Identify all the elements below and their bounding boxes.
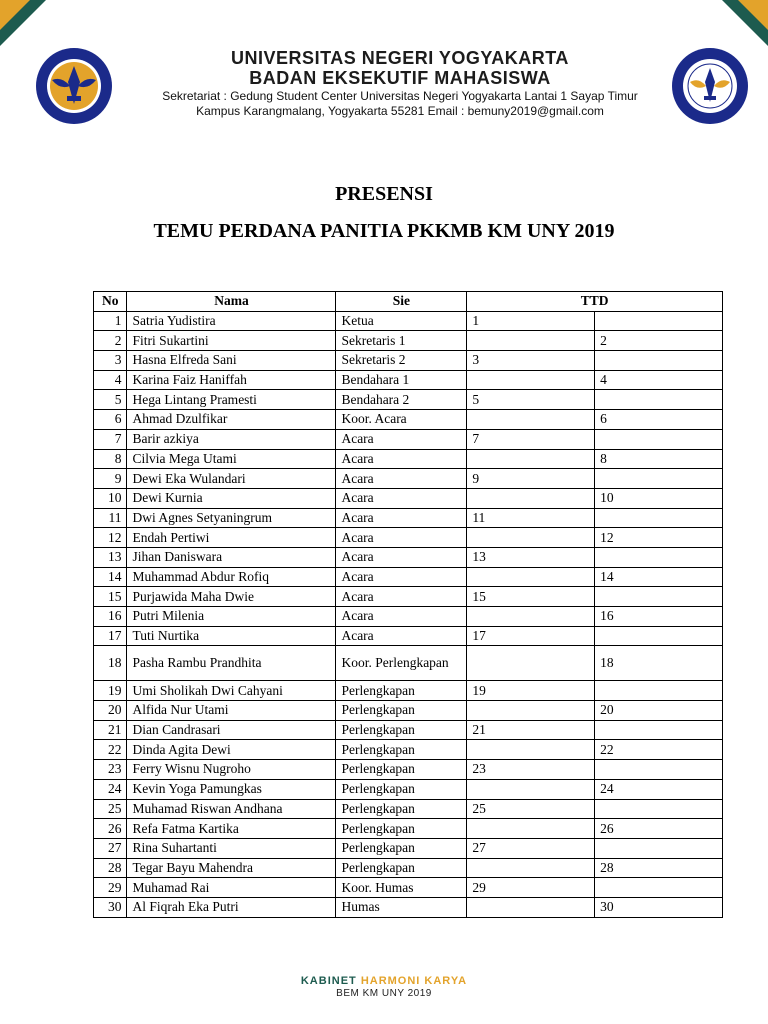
row-name: Muhamad Rai <box>127 878 336 898</box>
row-name: Endah Pertiwi <box>127 528 336 548</box>
row-section: Perlengkapan <box>336 779 467 799</box>
row-signature-cell: 13 <box>467 547 595 567</box>
row-signature-empty <box>467 646 595 681</box>
row-signature-empty <box>467 449 595 469</box>
row-signature-empty <box>595 429 723 449</box>
row-signature-cell: 26 <box>595 819 723 839</box>
row-signature-empty <box>595 681 723 701</box>
row-number: 11 <box>94 508 127 528</box>
row-signature-cell: 23 <box>467 760 595 780</box>
table-row <box>94 331 723 351</box>
row-signature-cell: 6 <box>595 410 723 430</box>
row-name: Purjawida Maha Dwie <box>127 587 336 607</box>
row-signature-cell: 20 <box>595 701 723 721</box>
footer-kabinet-word: KABINET <box>300 975 357 987</box>
row-number: 17 <box>94 626 127 646</box>
row-name: Jihan Daniswara <box>127 547 336 567</box>
row-signature-empty <box>595 469 723 489</box>
row-signature-empty <box>467 858 595 878</box>
row-signature-empty <box>595 311 723 331</box>
row-signature-cell: 1 <box>467 311 595 331</box>
header-nama: Nama <box>127 292 336 312</box>
table-row <box>94 351 723 371</box>
table-row <box>94 488 723 508</box>
row-signature-empty <box>467 897 595 917</box>
table-header-row <box>94 292 723 312</box>
table-row <box>94 626 723 646</box>
row-signature-empty <box>595 760 723 780</box>
corner-accent-right <box>738 0 768 30</box>
row-section: Sekretaris 1 <box>336 331 467 351</box>
row-name: Fitri Sukartini <box>127 331 336 351</box>
row-number: 22 <box>94 740 127 760</box>
row-number: 9 <box>94 469 127 489</box>
row-name: Refa Fatma Kartika <box>127 819 336 839</box>
row-section: Bendahara 1 <box>336 370 467 390</box>
uny-logo <box>34 46 114 126</box>
row-signature-empty <box>595 838 723 858</box>
table-row <box>94 508 723 528</box>
row-number: 5 <box>94 390 127 410</box>
table-row <box>94 547 723 567</box>
row-section: Perlengkapan <box>336 740 467 760</box>
row-number: 16 <box>94 607 127 627</box>
row-signature-cell: 11 <box>467 508 595 528</box>
row-name: Ahmad Dzulfikar <box>127 410 336 430</box>
header-ttd: TTD <box>467 292 723 312</box>
row-section: Ketua <box>336 311 467 331</box>
row-number: 19 <box>94 681 127 701</box>
row-number: 4 <box>94 370 127 390</box>
organization-name: BADAN EKSEKUTIF MAHASISWA <box>249 68 551 88</box>
row-number: 8 <box>94 449 127 469</box>
table-row <box>94 858 723 878</box>
row-signature-cell: 14 <box>595 567 723 587</box>
row-name: Al Fiqrah Eka Putri <box>127 897 336 917</box>
row-signature-cell: 21 <box>467 720 595 740</box>
address-line-1: Sekretariat : Gedung Student Center Universitas Negeri Yogyakarta Lantai 1 Sayap Timur <box>162 89 638 103</box>
row-signature-cell: 30 <box>595 897 723 917</box>
row-number: 1 <box>94 311 127 331</box>
row-signature-empty <box>595 508 723 528</box>
bem-logo <box>670 46 750 126</box>
row-number: 30 <box>94 897 127 917</box>
row-name: Dwi Agnes Setyaningrum <box>127 508 336 528</box>
row-section: Humas <box>336 897 467 917</box>
row-signature-cell: 28 <box>595 858 723 878</box>
table-row <box>94 838 723 858</box>
table-row <box>94 897 723 917</box>
row-number: 27 <box>94 838 127 858</box>
row-section: Perlengkapan <box>336 799 467 819</box>
row-signature-cell: 19 <box>467 681 595 701</box>
row-number: 20 <box>94 701 127 721</box>
row-number: 13 <box>94 547 127 567</box>
university-name: UNIVERSITAS NEGERI YOGYAKARTA <box>231 48 569 68</box>
table-row <box>94 760 723 780</box>
address-line-2: Kampus Karangmalang, Yogyakarta 55281 Email : bemuny2019@gmail.com <box>196 104 604 118</box>
row-signature-empty <box>595 626 723 646</box>
table-row <box>94 469 723 489</box>
row-number: 28 <box>94 858 127 878</box>
table-row <box>94 819 723 839</box>
row-name: Cilvia Mega Utami <box>127 449 336 469</box>
table-row <box>94 311 723 331</box>
row-section: Koor. Humas <box>336 878 467 898</box>
row-number: 21 <box>94 720 127 740</box>
row-signature-cell: 4 <box>595 370 723 390</box>
table-row <box>94 779 723 799</box>
row-name: Hasna Elfreda Sani <box>127 351 336 371</box>
row-signature-empty <box>467 740 595 760</box>
row-number: 18 <box>94 646 127 681</box>
row-signature-empty <box>595 878 723 898</box>
table-row <box>94 646 723 681</box>
row-name: Alfida Nur Utami <box>127 701 336 721</box>
document-subtitle: TEMU PERDANA PANITIA PKKMB KM UNY 2019 <box>153 220 615 242</box>
row-section: Perlengkapan <box>336 720 467 740</box>
row-name: Umi Sholikah Dwi Cahyani <box>127 681 336 701</box>
footer-org: BEM KM UNY 2019 <box>336 988 432 999</box>
row-name: Dinda Agita Dewi <box>127 740 336 760</box>
row-name: Hega Lintang Pramesti <box>127 390 336 410</box>
table-row <box>94 681 723 701</box>
table-row <box>94 740 723 760</box>
row-signature-cell: 18 <box>595 646 723 681</box>
corner-accent-left <box>0 0 30 30</box>
table-row <box>94 390 723 410</box>
table-row <box>94 429 723 449</box>
row-signature-cell: 3 <box>467 351 595 371</box>
row-name: Putri Milenia <box>127 607 336 627</box>
row-number: 15 <box>94 587 127 607</box>
row-name: Muhamad Riswan Andhana <box>127 799 336 819</box>
row-name: Dewi Kurnia <box>127 488 336 508</box>
row-number: 14 <box>94 567 127 587</box>
table-row <box>94 701 723 721</box>
row-section: Acara <box>336 626 467 646</box>
row-signature-cell: 22 <box>595 740 723 760</box>
row-name: Pasha Rambu Prandhita <box>127 646 336 681</box>
row-number: 12 <box>94 528 127 548</box>
row-signature-empty <box>595 799 723 819</box>
row-signature-cell: 9 <box>467 469 595 489</box>
row-section: Sekretaris 2 <box>336 351 467 371</box>
table-row <box>94 878 723 898</box>
row-signature-empty <box>467 528 595 548</box>
row-signature-cell: 2 <box>595 331 723 351</box>
row-name: Ferry Wisnu Nugroho <box>127 760 336 780</box>
row-signature-empty <box>595 351 723 371</box>
row-section: Acara <box>336 508 467 528</box>
row-signature-cell: 17 <box>467 626 595 646</box>
table-row <box>94 587 723 607</box>
row-name: Kevin Yoga Pamungkas <box>127 779 336 799</box>
footer <box>0 975 768 999</box>
row-signature-cell: 15 <box>467 587 595 607</box>
row-signature-cell: 16 <box>595 607 723 627</box>
row-name: Karina Faiz Haniffah <box>127 370 336 390</box>
table-row <box>94 720 723 740</box>
row-section: Acara <box>336 528 467 548</box>
row-signature-cell: 25 <box>467 799 595 819</box>
row-section: Acara <box>336 449 467 469</box>
row-section: Perlengkapan <box>336 838 467 858</box>
row-section: Perlengkapan <box>336 681 467 701</box>
header-no: No <box>94 292 127 312</box>
row-number: 10 <box>94 488 127 508</box>
row-signature-cell: 10 <box>595 488 723 508</box>
table-row <box>94 799 723 819</box>
table-row <box>94 528 723 548</box>
row-signature-empty <box>595 390 723 410</box>
row-signature-empty <box>595 587 723 607</box>
letterhead <box>0 40 768 130</box>
row-name: Tegar Bayu Mahendra <box>127 858 336 878</box>
row-number: 3 <box>94 351 127 371</box>
row-number: 7 <box>94 429 127 449</box>
row-signature-empty <box>467 410 595 430</box>
row-name: Satria Yudistira <box>127 311 336 331</box>
table-row <box>94 410 723 430</box>
row-section: Koor. Acara <box>336 410 467 430</box>
row-section: Bendahara 2 <box>336 390 467 410</box>
row-signature-cell: 8 <box>595 449 723 469</box>
table-row <box>94 607 723 627</box>
row-signature-empty <box>467 488 595 508</box>
row-number: 6 <box>94 410 127 430</box>
row-signature-cell: 12 <box>595 528 723 548</box>
row-section: Koor. Perlengkapan <box>336 646 467 681</box>
row-signature-cell: 24 <box>595 779 723 799</box>
row-section: Perlengkapan <box>336 760 467 780</box>
row-section: Acara <box>336 607 467 627</box>
row-name: Tuti Nurtika <box>127 626 336 646</box>
row-section: Acara <box>336 547 467 567</box>
row-signature-empty <box>595 547 723 567</box>
row-name: Dewi Eka Wulandari <box>127 469 336 489</box>
row-number: 29 <box>94 878 127 898</box>
table-row <box>94 449 723 469</box>
row-signature-cell: 7 <box>467 429 595 449</box>
row-number: 26 <box>94 819 127 839</box>
row-signature-cell: 27 <box>467 838 595 858</box>
row-number: 25 <box>94 799 127 819</box>
row-section: Acara <box>336 587 467 607</box>
attendance-table <box>93 291 723 918</box>
row-signature-empty <box>467 370 595 390</box>
row-name: Barir azkiya <box>127 429 336 449</box>
row-section: Acara <box>336 567 467 587</box>
footer-kabinet-name: HARMONI KARYA <box>360 975 468 987</box>
row-section: Perlengkapan <box>336 858 467 878</box>
row-signature-empty <box>467 701 595 721</box>
row-section: Acara <box>336 488 467 508</box>
row-section: Acara <box>336 469 467 489</box>
row-section: Acara <box>336 429 467 449</box>
table-row <box>94 370 723 390</box>
row-section: Perlengkapan <box>336 819 467 839</box>
row-signature-empty <box>467 567 595 587</box>
table-row <box>94 567 723 587</box>
footer-kabinet <box>0 975 768 987</box>
table-body <box>94 311 723 917</box>
row-name: Rina Suhartanti <box>127 838 336 858</box>
row-number: 24 <box>94 779 127 799</box>
row-signature-empty <box>467 331 595 351</box>
row-name: Dian Candrasari <box>127 720 336 740</box>
row-number: 23 <box>94 760 127 780</box>
row-section: Perlengkapan <box>336 701 467 721</box>
row-signature-empty <box>467 779 595 799</box>
row-signature-cell: 29 <box>467 878 595 898</box>
row-signature-cell: 5 <box>467 390 595 410</box>
header-sie: Sie <box>336 292 467 312</box>
row-signature-empty <box>595 720 723 740</box>
row-signature-empty <box>467 607 595 627</box>
row-signature-empty <box>467 819 595 839</box>
document-title: PRESENSI <box>335 183 433 205</box>
row-name: Muhammad Abdur Rofiq <box>127 567 336 587</box>
row-number: 2 <box>94 331 127 351</box>
